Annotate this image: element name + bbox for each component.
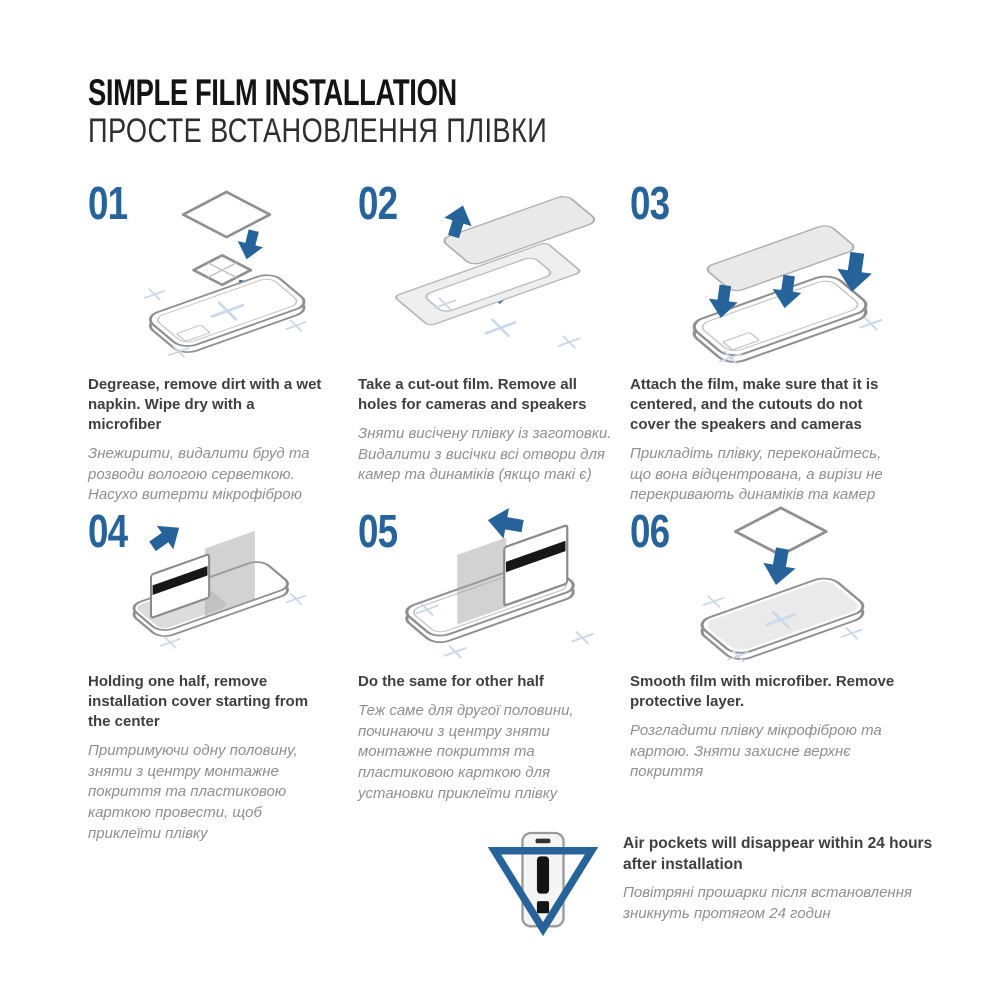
step-03-figure xyxy=(630,178,897,375)
air-pockets-note xyxy=(487,828,953,936)
step-text-en: Do the same for other half xyxy=(358,673,544,690)
exclamation-bar xyxy=(537,856,549,893)
step-text-en: Holding one half, remove installation cover starting from the center xyxy=(88,673,309,730)
step-number: 01 xyxy=(88,177,128,229)
step-05 xyxy=(358,506,630,834)
phone-shape xyxy=(144,272,310,357)
step-number: 06 xyxy=(630,505,670,557)
steps-grid xyxy=(88,177,903,842)
step-03 xyxy=(630,178,903,506)
phone-shape xyxy=(695,575,869,663)
card-peel-second-half-icon xyxy=(389,506,611,666)
card-peel-first-half-icon xyxy=(118,506,322,666)
microfiber-smooth-film-icon xyxy=(670,506,888,666)
phone-speaker xyxy=(536,839,551,844)
step-text-uk: Знежирити, видалити бруд та розводи вологою серветкою. Насухо витерти мікрофіброю xyxy=(88,444,310,504)
note-text-en: Air pockets will disappear within 24 hours after installation xyxy=(623,835,933,873)
step-06 xyxy=(630,506,903,834)
header xyxy=(88,74,662,149)
down-arrow-icon xyxy=(234,227,266,262)
align-film-over-phone-icon xyxy=(663,178,895,370)
step-06-figure xyxy=(630,506,897,672)
step-text-en: Take a cut-out film. Remove all holes for cameras and speakers xyxy=(358,376,587,413)
lift-film-from-cutout-sheet-icon xyxy=(388,178,612,370)
page-title: SIMPLE FILM INSTALLATION xyxy=(88,72,457,113)
exclamation-dot xyxy=(537,901,549,913)
page-subtitle: ПРОСТЕ ВСТАНОВЛЕННЯ ПЛІВКИ xyxy=(88,111,548,150)
down-arrow-icon xyxy=(759,546,798,588)
step-text-uk: Прикладіть плівку, переконайтесь, що вона відцентрована, а вирізи не перекривають динаміків та камер xyxy=(630,444,883,504)
step-04 xyxy=(88,505,358,842)
step-02 xyxy=(358,178,630,506)
napkin-shape xyxy=(183,192,270,237)
peel-direction-arrow-icon xyxy=(485,506,525,541)
note-text-uk: Повітряні прошарки після встановлення зникнуть протягом 24 годин xyxy=(623,884,912,922)
step-text-uk: Зняти висічену плівку із заготовки. Видалити з висічки всі отвори для камер та динаміків (якщо такі є) xyxy=(358,424,612,484)
napkin-and-microfiber-onto-phone-icon xyxy=(118,178,322,370)
step-number: 04 xyxy=(88,505,128,557)
step-number: 03 xyxy=(630,177,670,229)
step-text-uk: Теж саме для другої половини, починаючи з центру зняти монтажне покриття та пластиковою карткою для установки приклеїти плівку xyxy=(358,701,574,802)
step-text-uk: Розгладити плівку мікрофіброю та картою. Зняти захисне верхнє покриття xyxy=(630,721,882,781)
step-text-en: Attach the film, make sure that it is centered, and the cutouts do not cover the speakers and cameras xyxy=(630,376,879,433)
note-text xyxy=(623,828,953,925)
step-01 xyxy=(88,178,358,506)
step-number: 05 xyxy=(358,505,398,557)
step-text-uk: Притримуючи одну половину, зняти з центру монтажне покриття та пластиковою карткою провести, щоб приклеїти плівку xyxy=(88,741,298,842)
phone-warning-triangle-icon xyxy=(487,828,599,936)
phone-shape xyxy=(687,273,873,366)
microfiber-shape xyxy=(735,508,826,555)
peel-direction-arrow-icon xyxy=(144,516,187,558)
step-text-en: Degrease, remove dirt with a wet napkin. Wipe dry with a microfiber xyxy=(88,376,322,433)
step-number: 02 xyxy=(358,177,398,229)
step-text-en: Smooth film with microfiber. Remove protective layer. xyxy=(630,673,895,710)
